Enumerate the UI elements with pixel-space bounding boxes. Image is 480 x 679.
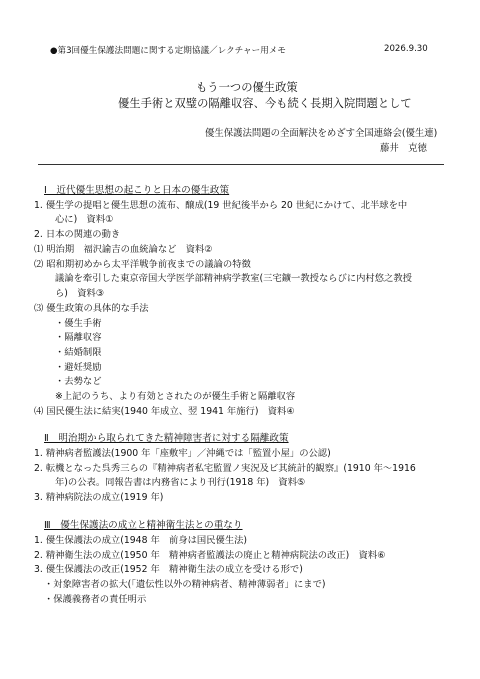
section-1-line: ・去勢など (55, 376, 102, 387)
section-1-line: 1. 優生学の提唱と優生思想の流布、醸成(19 世紀後半から 20 世紀にかけて、北半球を中 (34, 200, 408, 211)
section-1-line: 2. 日本の関連の動き (34, 229, 121, 240)
section-1-line: ・結婚制限 (55, 347, 102, 358)
section-2-line: 年)の公表。同報告書は内務省により刊行(1918 年) 資料⑤ (55, 477, 306, 488)
section-1-line: ・避妊奨励 (55, 362, 102, 373)
author-organization: 優生保護法問題の全面解決をめざす全国連絡会(優生連) (205, 128, 438, 139)
section-1-line: ※上記のうち、より有効とされたのが優生手術と隔離収容 (55, 391, 296, 402)
section-3-line: 3. 優生保護法の改正(1952 年 精神衛生法の成立を受ける形で) (34, 564, 303, 575)
section-3-line: ・保護義務者の責任明示 (44, 594, 147, 605)
title-line-1: もう一つの優生政策 (196, 81, 298, 94)
section-2-line: 2. 転機となった呉秀三らの『精神病者私宅監置ノ実況及ビ其統計的観察』(1910 年～1916 (34, 463, 416, 474)
section-1-line: ・隔離収容 (55, 332, 102, 343)
section-1-line: ⑴ 明治期 福沢諭吉の血統論など 資料② (34, 244, 213, 255)
divider-rule (38, 164, 444, 165)
section-3-title: Ⅲ 優生保護法の成立と精神衛生法との重なり (44, 520, 243, 531)
section-3-line: ・対象障害者の拡大(「遺伝性以外の精神病者、精神薄弱者」にまで) (44, 579, 326, 590)
section-1-line: 心に) 資料① (55, 214, 114, 225)
section-1-line: ら) 資料③ (55, 288, 105, 299)
section-3-line: 1. 優生保護法の成立(1948 年 前身は国民優生法) (34, 535, 248, 546)
header-date: 2026.9.30 (384, 44, 428, 54)
section-2-line: 1. 精神病者監護法(1900 年「座敷牢」／沖縄では「監置小屋」の公認) (34, 448, 331, 459)
author-name: 藤井 克徳 (380, 143, 427, 154)
section-3-line: 2. 精神衛生法の成立(1950 年 精神病者監護法の廃止と精神病院法の改正) 資料⑥ (34, 550, 386, 561)
title-line-2: 優生手術と双璧の隔離収容、今も続く長期入院問題として (118, 97, 412, 110)
section-1-line: ⑷ 国民優生法に結実(1940 年成立、翌 1941 年施行) 資料④ (34, 406, 295, 417)
section-1-line: ⑶ 優生政策の具体的な手法 (34, 303, 149, 314)
header-memo-label: ●第3回優生保護法問題に関する定期協議／レクチャー用メモ (50, 46, 286, 56)
section-1-title: Ⅰ 近代優生思想の起こりと日本の優生政策 (44, 185, 230, 196)
section-1-line: 議論を牽引した東京帝国大学医学部精神病学教室(三宅鑛一教授ならびに内村悠之教授 (55, 273, 412, 284)
section-2-title: Ⅱ 明治期から取られてきた精神障害者に対する隔離政策 (44, 433, 289, 444)
section-2-line: 3. 精神病院法の成立(1919 年) (34, 492, 164, 503)
section-1-line: ⑵ 昭和期初めから太平洋戦争前夜までの議論の特徴 (34, 259, 251, 270)
section-1-line: ・優生手術 (55, 318, 102, 329)
